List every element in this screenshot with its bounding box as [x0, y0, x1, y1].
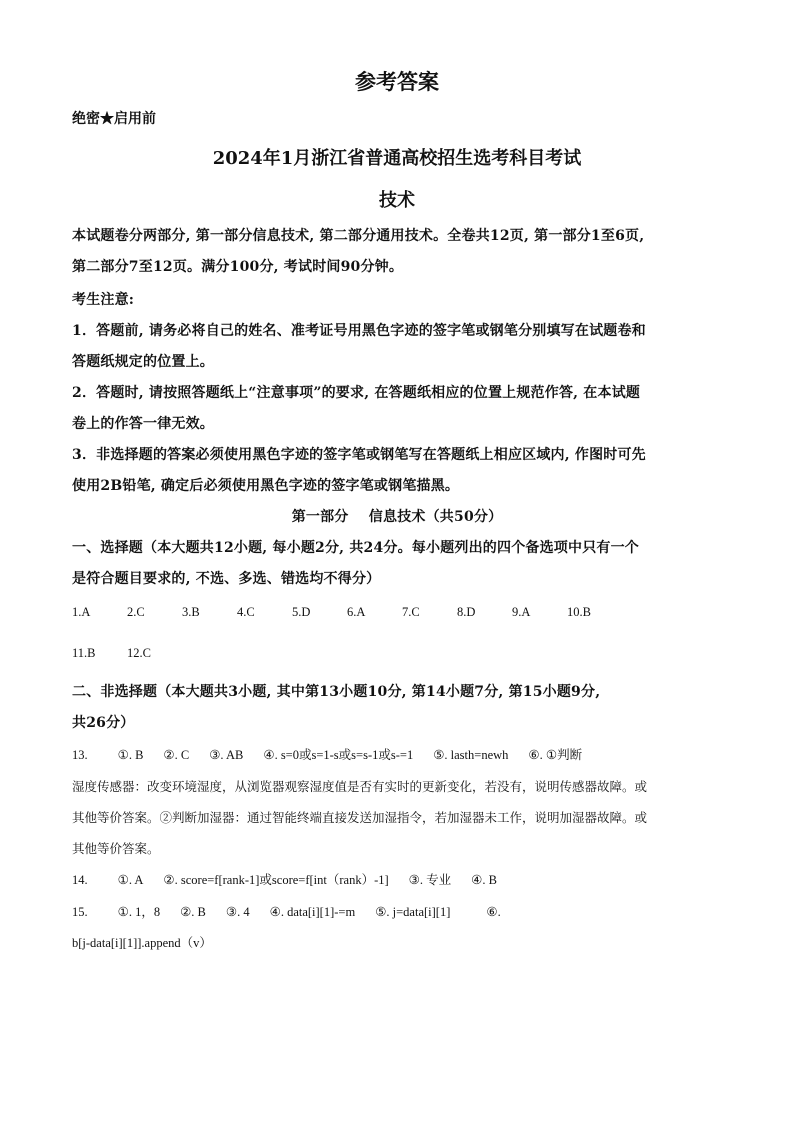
secret-mark: 绝密★启用前 [72, 111, 156, 127]
q14-answer-4: ④. B [471, 873, 497, 887]
q15-answer-1: ①. 1，8 [117, 905, 161, 919]
notice-item-3b: 使用2B铅笔, 确定后必须使用黑色字迹的签字笔或钢笔描黑。 [72, 478, 460, 494]
exam-title: 2024年1月浙江省普通高校招生选考科目考试 [212, 148, 582, 169]
notice-title: 考生注意: [72, 292, 135, 308]
mc-answer: 8.D [457, 605, 476, 619]
q14-answer-3: ③. 专业 [408, 873, 452, 887]
section1-title-a: 一、选择题（本大题共12小题, 每小题2分, 共24分。每小题列出的四个备选项中只有一个 [72, 540, 639, 556]
mc-answers-row-2 [72, 646, 182, 661]
intro-line-2: 第二部分7至12页。满分100分, 考试时间90分钟。 [72, 259, 404, 275]
answer-title: 参考答案 [355, 69, 439, 94]
q13-answer-6: ⑥. ①判断 [528, 748, 583, 762]
q13-answer-line [72, 745, 582, 763]
section1-title-b: 是符合题目要求的, 不选、多选、错选均不得分） [72, 571, 381, 587]
section2-title-a: 二、非选择题（本大题共3小题, 其中第13小题10分, 第14小题7分, 第15小题9分, [72, 684, 601, 700]
mc-answer: 1.A [72, 605, 91, 619]
intro-line-1: 本试题卷分两部分, 第一部分信息技术, 第二部分通用技术。全卷共12页, 第一部分1至6页, [72, 228, 645, 244]
mc-answer: 4.C [237, 605, 255, 619]
section2-title-b: 共26分） [72, 715, 135, 731]
q15-answer-5: ⑤. j=data[i][1] [375, 905, 451, 919]
q15-answer-3: ③. 4 [225, 905, 250, 919]
q13-continuation-2: 其他等价答案。②判断加湿器：通过智能终端直接发送加湿指令，若加湿器未工作，说明加湿器故障。或 [72, 811, 648, 825]
q14-answer-1: ①. A [117, 873, 144, 887]
q13-answer-1: ①. B [117, 748, 144, 762]
q15-answer-4: ④. data[i][1]-=m [269, 905, 356, 919]
q14-answer-2: ②. score=f[rank-1]或score=f[int（rank）-1] [163, 873, 389, 887]
mc-answer: 3.B [182, 605, 200, 619]
q14-number: 14. [72, 873, 88, 887]
q13-continuation-1: 湿度传感器：改变环境湿度，从浏览器观察湿度值是否有实时的更新变化，若没有，说明传感器故障。或 [72, 780, 648, 794]
q13-answer-3: ③. AB [209, 748, 244, 762]
q15-answer-line [72, 902, 501, 920]
q15-answer-6: ⑥. [486, 905, 501, 919]
q15-number: 15. [72, 905, 88, 919]
subject-title: 技术 [379, 190, 415, 211]
mc-answer: 11.B [72, 646, 96, 660]
part1-title: 第一部分 信息技术（共50分） [291, 509, 503, 525]
q15-continuation-1: b[j-data[i][1]].append（v） [72, 936, 212, 950]
notice-item-1b: 答题纸规定的位置上。 [72, 354, 214, 370]
mc-answer: 9.A [512, 605, 531, 619]
notice-item-2a: 2．答题时, 请按照答题纸上“注意事项”的要求, 在答题纸相应的位置上规范作答, 在本试题 [72, 385, 641, 401]
q13-continuation-3: 其他等价答案。 [72, 842, 160, 856]
notice-item-3a: 3．非选择题的答案必须使用黑色字迹的签字笔或钢笔写在答题纸上相应区域内, 作图时可先 [72, 447, 646, 463]
notice-item-1a: 1．答题前, 请务必将自己的姓名、准考证号用黑色字迹的签字笔或钢笔分别填写在试题卷和 [72, 323, 646, 339]
q14-answer-line [72, 870, 497, 888]
mc-answers-row-1 [72, 605, 622, 620]
mc-answer: 7.C [402, 605, 420, 619]
mc-answer: 10.B [567, 605, 591, 619]
mc-answer: 5.D [292, 605, 311, 619]
q13-answer-4: ④. s=0或s=1-s或s=s-1或s-=1 [263, 748, 414, 762]
notice-item-2b: 卷上的作答一律无效。 [72, 416, 214, 432]
mc-answer: 2.C [127, 605, 145, 619]
q13-answer-2: ②. C [163, 748, 190, 762]
q13-number: 13. [72, 748, 88, 762]
mc-answer: 12.C [127, 646, 151, 660]
q13-answer-5: ⑤. lasth=newh [433, 748, 509, 762]
q15-answer-2: ②. B [180, 905, 206, 919]
mc-answer: 6.A [347, 605, 366, 619]
